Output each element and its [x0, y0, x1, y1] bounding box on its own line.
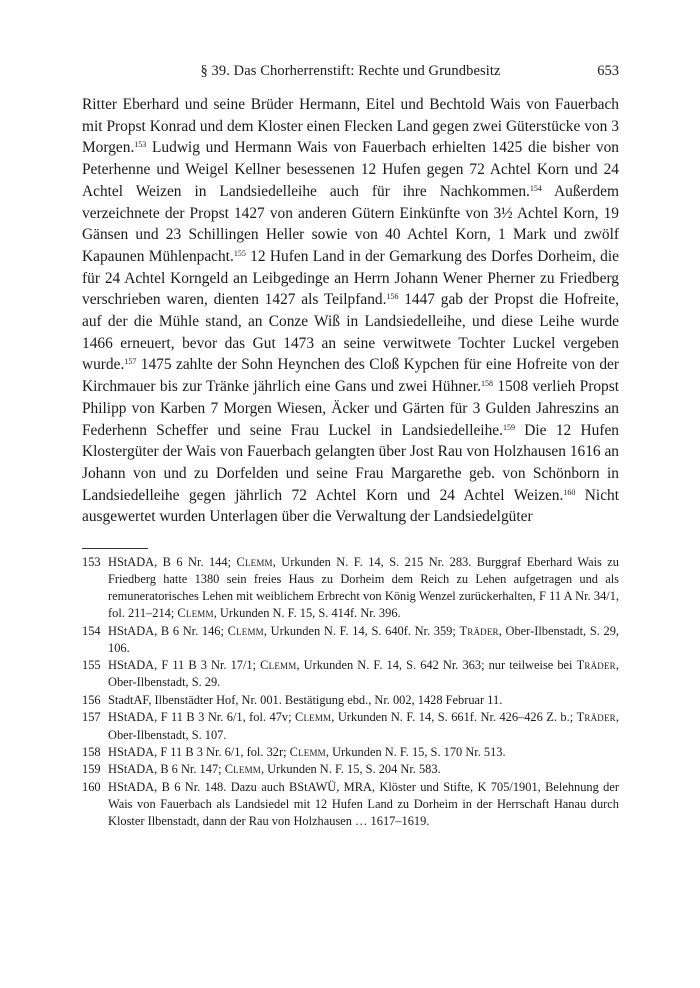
- footnote-ref-158[interactable]: 158: [480, 379, 493, 389]
- footnote-text: [108, 709, 619, 743]
- footnote-part: , Urkunden N. F. 15, S. 170 Nr. 513.: [325, 744, 506, 759]
- footnote-number: 157: [82, 710, 101, 725]
- footnote-text: [108, 744, 619, 761]
- page-number: 653: [597, 63, 619, 79]
- body-sentence: Außerdem verzeichnete der Propst 1427 von anderen Gütern Einkünfte von 3½ Achtel Korn, 19 Gänsen und 23 Schillingen Heller sowie von 40 Achtel Korn, 1 Mark und zwölf Kapaunen Mühlenpacht.: [82, 182, 619, 265]
- footnote-ref-154[interactable]: 154: [529, 183, 542, 193]
- footnote-part: , Urkunden N. F. 15, S. 414f. Nr. 396.: [213, 606, 401, 621]
- author-name: Clemm: [227, 623, 264, 638]
- footnote-text: [108, 623, 619, 657]
- footnote-ref-157[interactable]: 157: [124, 357, 137, 367]
- footnote-number: 154: [82, 623, 101, 638]
- footnote-number: 153: [82, 555, 101, 569]
- author-name: Träder: [576, 710, 616, 725]
- footnote-159: [82, 761, 619, 778]
- footnote-ref-155[interactable]: 155: [233, 248, 246, 258]
- footnote-text: [108, 657, 619, 691]
- footnote-157: [82, 709, 619, 743]
- author-name: Clemm: [289, 744, 326, 759]
- footnote-text: [108, 761, 619, 778]
- footnote-ref-159[interactable]: 159: [502, 422, 515, 432]
- footnote-154: [82, 623, 619, 657]
- footnote-part: , Urkunden N. F. 14, S. 640f. Nr. 359;: [263, 623, 460, 638]
- body-sentence: Die 12 Hufen Klostergüter der Wais von Fauerbach gelangten über Jost Rau von Holzhausen 1616 an Johann von und zu Dorfelden und seine Frau Margarethe geb. von Schönborn in Landsiedelleihe gegen jährlich 72 Achtel Korn und 24 Achtel Weizen.: [82, 421, 619, 504]
- footnote-156: [82, 692, 619, 709]
- footnote-part: HStADA, F 11 B 3 Nr. 6/1, fol. 32r;: [108, 744, 290, 759]
- footnotes: [82, 554, 619, 831]
- footnote-number: 156: [82, 692, 101, 707]
- footnote-part: , Ober-Ilbenstadt, S. 107.: [108, 710, 619, 742]
- footnote-158: [82, 744, 619, 761]
- body-sentence: Ludwig und Hermann Wais von Fauerbach erhielten 1425 die bisher von Peterhenne und Weigel Kellner besessenen 12 Hufen gegen 72 Achtel Korn und 24 Achtel Weizen in Landsiedelleihe auch für ihre Nachkommen.: [82, 139, 619, 200]
- footnote-ref-153[interactable]: 153: [134, 140, 147, 150]
- footnote-part: HStADA, F 11 B 3 Nr. 17/1;: [108, 658, 261, 673]
- body-sentence: 1447 gab der Propst die Hofreite, auf der die Mühle stand, an Conze Wiß in Landsiedelleihe, und diese Leihe wurde 1466 erneuert, bevor das Gut 1473 an seine verwitwete Tochter Luckel vergeben wurde.: [82, 291, 619, 374]
- footnote-text: [108, 692, 619, 709]
- author-name: Clemm: [224, 762, 261, 777]
- footnote-number: 155: [82, 658, 101, 673]
- footnote-part: , Urkunden N. F. 14, S. 642 Nr. 363; nur teilweise bei: [296, 658, 577, 673]
- footnote-part: HStADA, B 6 Nr. 146;: [108, 623, 228, 638]
- running-title: § 39. Das Chorherrenstift: Rechte und Grundbesitz: [200, 63, 501, 79]
- author-name: Clemm: [177, 606, 214, 621]
- author-name: Clemm: [236, 555, 273, 569]
- author-name: Clemm: [295, 710, 332, 725]
- footnote-part: , Urkunden N. F. 14, S. 215 Nr. 283. Burggraf Eberhard Wais zu Friedberg hatte 1380 sein freies Haus zu Dorheim dem Reich zu Lehen aufgetragen und als remuneratorisches Lehen mit weiblichem Erbrecht von König Wenzel zurückerhalten, F 11 A Nr. 34/1, fol. 211–214;: [108, 555, 619, 621]
- body-sentence: 1475 zahlte der Sohn Heynchen des Cloß Kypchen für eine Hofreite von der Kirchmauer bis zur Tränke jährlich eine Gans und zwei Hühner.: [82, 356, 619, 396]
- footnote-separator: [82, 548, 148, 549]
- footnote-part: StadtAF, Ilbenstädter Hof, Nr. 001. Bestätigung ebd., Nr. 002, 1428 Februar 11.: [108, 692, 503, 707]
- footnote-text: [108, 779, 619, 830]
- footnote-number: 159: [82, 762, 101, 777]
- footnote-part: HStADA, B 6 Nr. 148. Dazu auch BStAWÜ, MRA, Klöster und Stifte, K 705/1901, Belehnung der Wais von Fauerbach als Landsiedel mit 12 Hufen Land zu Dorheim in der Herrschaft Hanau durch Kloster Ilbenstadt, dann der Rau von Holzhausen … 1617–1619.: [108, 779, 619, 829]
- footnote-160: [82, 779, 619, 830]
- footnote-ref-160[interactable]: 160: [563, 487, 576, 497]
- footnote-text: [108, 554, 619, 622]
- footnote-part: , Urkunden N. F. 15, S. 204 Nr. 583.: [260, 762, 441, 777]
- body-sentence: Ritter Eberhard und seine Brüder Hermann, Eitel und Bechtold Wais von Fauerbach mit Propst Konrad und dem Kloster einen Flecken Land gegen zwei Güterstücke von 3 Morgen.: [82, 96, 619, 157]
- body-sentence: 12 Hufen Land in der Gemarkung des Dorfes Dorheim, die für 24 Achtel Korngeld an Leibgedinge an Herrn Johann Wener Pherner zu Friedberg verschrieben waren, dienten 1427 als Teilpfand.: [82, 247, 619, 309]
- footnote-number: 158: [82, 744, 101, 759]
- footnote-part: HStADA, F 11 B 3 Nr. 6/1, fol. 47v;: [108, 710, 295, 725]
- footnote-number: 160: [82, 779, 101, 794]
- author-name: Clemm: [260, 658, 297, 673]
- body-sentence: Nicht ausgewertet wurden Unterlagen über die Verwaltung der Landsiedelgüter: [82, 486, 619, 526]
- author-name: Träder: [459, 623, 499, 638]
- footnote-155: [82, 657, 619, 691]
- body-sentence: 1508 verlieh Propst Philipp von Karben 7 Morgen Wiesen, Äcker und Gärten für 3 Gulden Jahreszins an Federhenn Scheffer und seine Frau Luckel in Landsiedelleihe.: [82, 378, 619, 439]
- author-name: Träder: [576, 658, 616, 673]
- footnote-part: , Ober-Ilbenstadt, S. 29.: [108, 658, 619, 690]
- footnote-153: [82, 554, 619, 622]
- footnote-ref-156[interactable]: 156: [386, 292, 399, 302]
- footnote-part: , Ober-Ilbenstadt, S. 29, 106.: [108, 623, 619, 655]
- footnote-part: HStADA, B 6 Nr. 147;: [108, 762, 225, 777]
- footnote-part: , Urkunden N. F. 14, S. 661f. Nr. 426–426 Z. b.;: [331, 710, 577, 725]
- footnote-part: HStADA, B 6 Nr. 144;: [108, 555, 237, 569]
- running-header: [82, 63, 619, 83]
- body-paragraph: [82, 94, 619, 528]
